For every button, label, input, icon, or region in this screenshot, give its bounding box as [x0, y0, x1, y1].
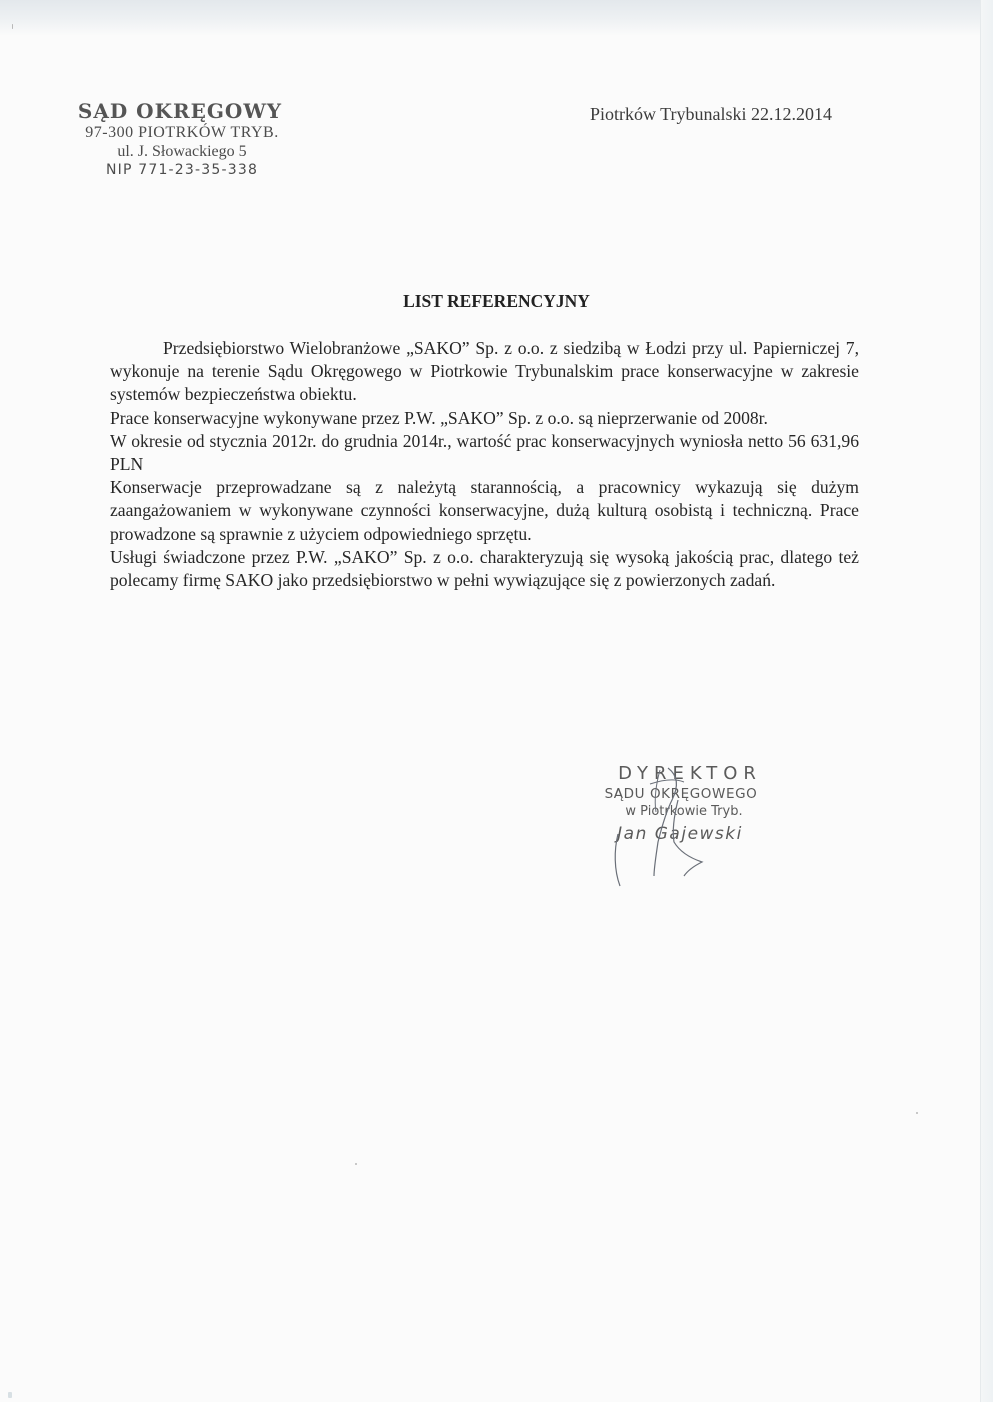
- scan-edge-right: [980, 0, 993, 1402]
- letter-body: [110, 337, 859, 592]
- paragraph-quality: Konserwacje przeprowadzane są z należytą starannością, a pracownicy wykazują się dużym zaangażowaniem w wykonywane czynności konserwacyjne, dużą kulturą osobistą i techniczną. Prace prowadzone są sprawnie z użyciem odpowiedniego sprzętu.: [110, 477, 859, 544]
- handwritten-signature: [610, 760, 720, 895]
- director-city: w Piotrkowie Tryb.: [625, 804, 743, 819]
- scan-shadow-top: [0, 0, 993, 36]
- place-and-date: Piotrków Trybunalski 22.12.2014: [590, 104, 833, 124]
- scan-speck: [916, 1112, 918, 1114]
- scan-speck: [355, 1163, 357, 1165]
- court-name: SĄD OKRĘGOWY: [77, 99, 283, 123]
- court-street: ul. J. Słowackiego 5: [117, 143, 247, 160]
- court-header-stamp: [62, 99, 302, 180]
- paragraph-recommendation: Usługi świadczone przez P.W. „SAKO” Sp. z o.o. charakteryzują się wysoką jakością prac, dlatego też polecamy firmę SAKO jako przedsiębiorstwo w pełni wywiązujące się z powierzonych zadań.: [110, 546, 859, 591]
- paragraph-intro: Przedsiębiorstwo Wielobranżowe „SAKO” Sp. z o.o. z siedzibą w Łodzi przy ul. Papierniczej 7, wykonuje na terenie Sądu Okręgowego w Piotrkowie Trybunalskim prace konserwacyjne w zakresie systemów bezpieczeństwa obiektu.: [110, 338, 859, 405]
- director-name: Jan Gajewski: [617, 824, 743, 844]
- director-court: SĄDU OKRĘGOWEGO: [604, 786, 758, 802]
- scan-speck: [12, 24, 13, 29]
- director-title: DYREKTOR: [618, 763, 762, 784]
- court-nip: NIP 771-23-35-338: [105, 162, 259, 178]
- scan-speck: [8, 1392, 12, 1398]
- document-title: LIST REFERENCYJNY: [403, 291, 590, 311]
- paragraph-duration: Prace konserwacyjne wykonywane przez P.W. „SAKO” Sp. z o.o. są nieprzerwanie od 2008r.: [110, 407, 768, 428]
- paragraph-value: W okresie od stycznia 2012r. do grudnia 2014r., wartość prac konserwacyjnych wyniosła netto 56 631,96 PLN: [110, 430, 859, 475]
- court-city: 97-300 PIOTRKÓW TRYB.: [85, 124, 279, 141]
